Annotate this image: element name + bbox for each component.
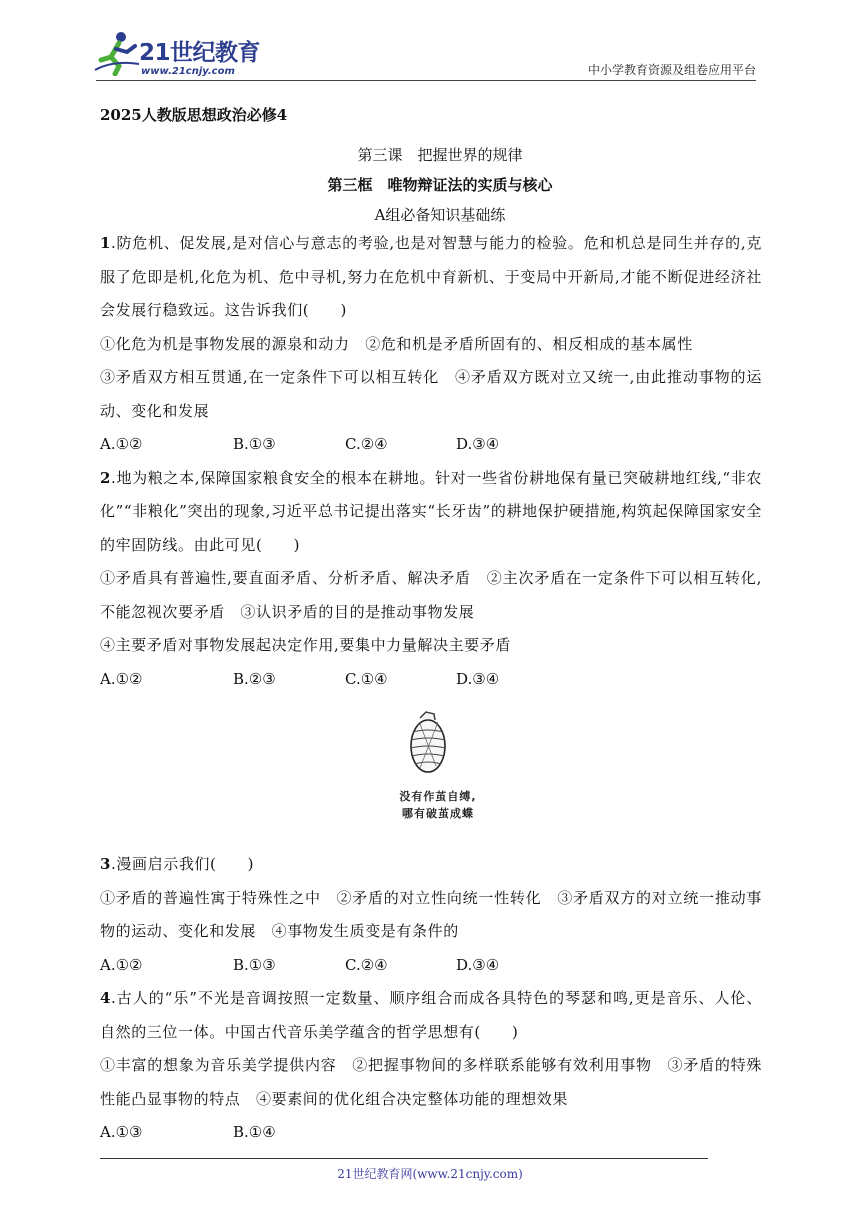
- runner-logo-icon: [93, 30, 141, 76]
- question-stem: [100, 848, 762, 882]
- statement-line: ①矛盾的普遍性寓于特殊性之中 ②矛盾的对立性向统一性转化 ③矛盾双方的对立统一推动事物的运动、变化和发展 ④事物发生质变是有条件的: [100, 888, 762, 940]
- option-d[interactable]: D.③④: [456, 955, 500, 974]
- option-b[interactable]: B.①④: [233, 1123, 276, 1141]
- question-text: .防危机、促发展,是对信心与意志的考验,也是对智慧与能力的检验。危和机总是同生并存的,克服了危即是机,化危为机、危中寻机,努力在危机中育新机、于变局中开新局,才能不断促进经济社会发展行稳致远。这告诉我们( ): [100, 234, 762, 319]
- frame-title: 第三框 唯物辩证法的实质与核心: [327, 176, 553, 194]
- caption-line: 哪有破茧成蝶: [402, 807, 474, 820]
- cartoon-caption: [388, 788, 488, 822]
- question-statements: [100, 1049, 762, 1116]
- question-stem: [100, 227, 762, 328]
- option-a[interactable]: A.①②: [100, 669, 143, 688]
- question-number: 2: [100, 468, 112, 487]
- answer-options: [100, 949, 762, 983]
- option-c[interactable]: C.②④: [345, 435, 388, 453]
- answer-options: [100, 1116, 762, 1150]
- statement-line: ①化危为机是事物发展的源泉和动力 ②危和机是矛盾所固有的、相反相成的基本属性: [100, 334, 693, 353]
- question-number: 3: [100, 855, 112, 873]
- question-3: [100, 848, 762, 982]
- footer-divider: [100, 1158, 708, 1159]
- group-title: A组必备知识基础练: [374, 206, 506, 224]
- cartoon-figure: [100, 706, 762, 846]
- option-b[interactable]: B.②③: [233, 669, 276, 688]
- question-number: 4: [100, 989, 112, 1007]
- footer-link[interactable]: 21世纪教育网(www.21cnjy.com): [337, 1167, 523, 1181]
- question-statements: [100, 328, 762, 429]
- statement-line: ①丰富的想象为音乐美学提供内容 ②把握事物间的多样联系能够有效利用事物 ③矛盾的特殊性能凸显事物的特点 ④要素间的优化组合决定整体功能的理想效果: [100, 1056, 762, 1108]
- question-stem: [100, 982, 762, 1049]
- cocoon-icon: [380, 706, 490, 776]
- question-4: [100, 982, 762, 1150]
- page-header: [0, 0, 860, 82]
- platform-name: 中小学教育资源及组卷应用平台: [587, 63, 756, 77]
- option-a[interactable]: A.①③: [100, 1123, 143, 1141]
- lesson-title: 第三课 把握世界的规律: [357, 146, 523, 164]
- option-c[interactable]: C.②④: [345, 955, 388, 974]
- caption-line: 没有作茧自缚,: [399, 790, 477, 803]
- option-c[interactable]: C.①④: [345, 669, 388, 688]
- option-b[interactable]: B.①③: [233, 435, 276, 453]
- textbook-title: 2025人教版思想政治必修4: [100, 106, 288, 124]
- question-text: .地为粮之本,保障国家粮食安全的根本在耕地。针对一些省份耕地保有量已突破耕地红线,“非农化”“非粮化”突出的现象,习近平总书记提出落实“长牙齿”的耕地保护硬措施,构筑起保障国家安全的牢固防线。由此可见( ): [100, 468, 762, 554]
- question-statements: [100, 562, 762, 663]
- document-body: [100, 104, 762, 1150]
- question-stem: [100, 462, 762, 563]
- logo-url: www.21cnjy.com: [141, 66, 235, 77]
- logo-text: 21世纪教育: [139, 40, 261, 66]
- option-a[interactable]: A.①②: [100, 435, 143, 453]
- option-b[interactable]: B.①③: [233, 955, 276, 974]
- statement-line: ①矛盾具有普遍性,要直面矛盾、分析矛盾、解决矛盾 ②主次矛盾在一定条件下可以相互转化,不能忽视次要矛盾 ③认识矛盾的目的是推动事物发展: [100, 569, 762, 621]
- header-divider: [96, 80, 756, 81]
- question-number: 1: [100, 234, 112, 252]
- answer-options: [100, 428, 762, 462]
- option-a[interactable]: A.①②: [100, 955, 143, 974]
- question-2: [100, 462, 762, 697]
- statement-line: ④主要矛盾对事物发展起决定作用,要集中力量解决主要矛盾: [100, 636, 511, 654]
- question-text: .古人的“乐”不光是音调按照一定数量、顺序组合而成各具特色的琴瑟和鸣,更是音乐、人伦、自然的三位一体。中国古代音乐美学蕴含的哲学思想有( ): [100, 989, 762, 1041]
- option-d[interactable]: D.③④: [456, 669, 500, 688]
- question-text: .漫画启示我们( ): [111, 855, 255, 873]
- site-logo[interactable]: [93, 30, 263, 80]
- question-1: [100, 227, 762, 462]
- option-d[interactable]: D.③④: [456, 435, 500, 453]
- question-statements: [100, 882, 762, 949]
- answer-options: [100, 663, 762, 697]
- statement-line: ③矛盾双方相互贯通,在一定条件下可以相互转化 ④矛盾双方既对立又统一,由此推动事物的运动、变化和发展: [100, 368, 762, 420]
